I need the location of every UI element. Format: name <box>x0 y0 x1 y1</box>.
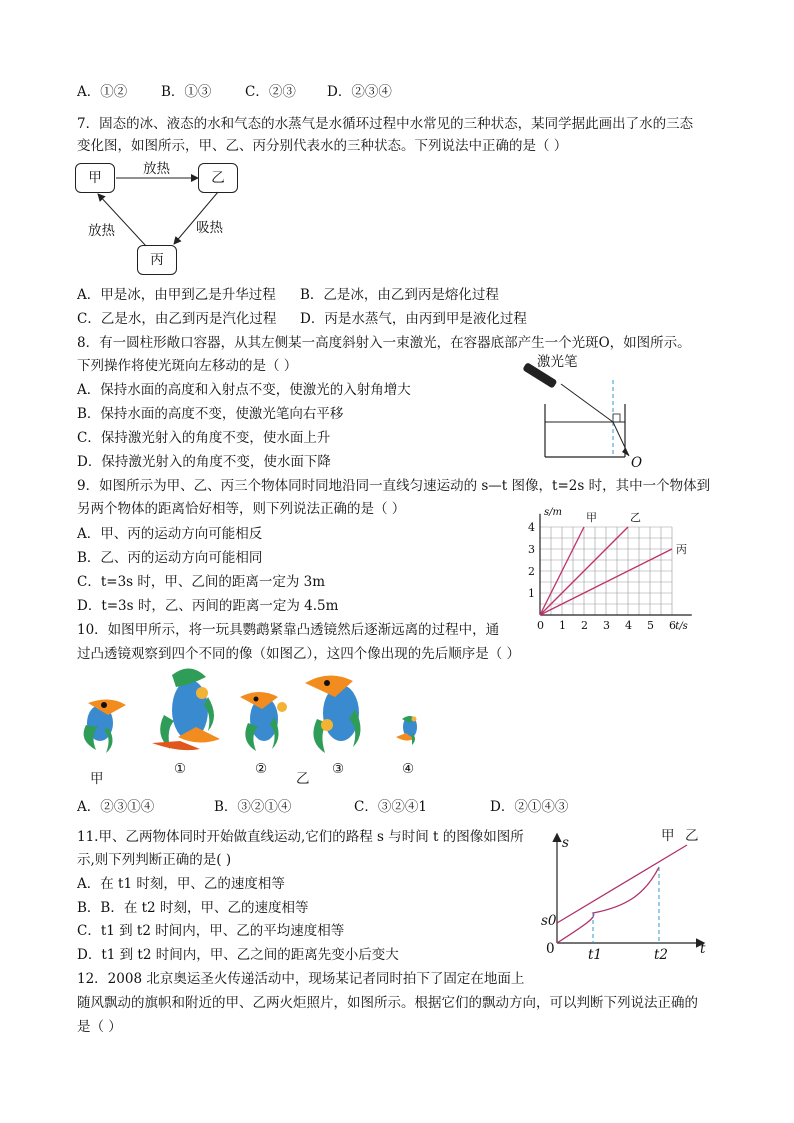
q11-option-b: B．B．在 t2 时刻，甲、乙的速度相等 <box>77 900 309 916</box>
x-tick-label: 0 <box>537 619 544 632</box>
series-label-2: 乙 <box>630 511 641 524</box>
node-yi: 乙 <box>198 163 238 193</box>
q10-stem-line2: 过凸透镜观察到四个不同的像（如图乙），这四个像出现的先后顺序是（ ） <box>77 646 521 662</box>
q7-option-b: B．乙是冰，由乙到丙是熔化过程 <box>300 287 499 303</box>
q11-t1-label: t1 <box>588 947 603 963</box>
q7-stem-line1: 7．固态的冰、液态的水和气态的水蒸气是水循环过程中水常见的三种状态，某同学据此画出了水的三态 <box>77 116 694 132</box>
q8-stem-line2: 下列操作将使光斑向左移动的是（ ） <box>77 358 298 374</box>
x-tick-label: 6 <box>669 619 676 632</box>
q10-option-b: B．③②①④ <box>214 799 292 815</box>
q12-stem-line1: 12．2008 北京奥运圣火传递活动中，现场某记者同时拍下了固定在地面上 <box>77 971 525 987</box>
parrot-images <box>70 665 440 765</box>
q7-option-a: A．甲是冰，由甲到乙是升华过程 <box>77 287 276 303</box>
x-tick-label: 4 <box>625 619 632 632</box>
spot-o-label: O <box>631 455 643 471</box>
label-jia: 甲 <box>90 771 104 787</box>
q9-option-a: A．甲、丙的运动方向可能相反 <box>77 526 263 542</box>
q9-stem-line2: 另两个物体的距离恰好相等，则下列说法正确的是（ ） <box>77 501 406 517</box>
edge-label-bc: 吸热 <box>196 220 223 236</box>
parrot-image-2 <box>240 692 287 751</box>
q9-st-chart <box>520 505 715 635</box>
q11-stem-line2: 示,则下列判断正确的是( ) <box>77 852 232 868</box>
q10-option-d: D．②①④③ <box>490 799 569 815</box>
y-tick-label: 4 <box>528 521 535 534</box>
q8-option-b: B．保持水面的高度不变，使激光笔向右平移 <box>77 406 344 422</box>
q9-stem-line1: 9．如图所示为甲、乙、丙三个物体同时同地沿同一直线匀速运动的 s—t 图像，t=2s 时，其中一个物体到 <box>77 478 711 494</box>
q8-option-c: C．保持激光射入的角度不变，使水面上升 <box>77 430 331 446</box>
label-yi: 乙 <box>296 771 310 787</box>
q11-stem-line1: 11.甲、乙两物体同时开始做直线运动,它们的路程 s 与时间 t 的图像如图所 <box>77 829 524 845</box>
q11-option-c: C．t1 到 t2 时间内，甲、乙的平均速度相等 <box>77 923 345 939</box>
q12-stem-line3: 是（ ） <box>77 1019 122 1035</box>
q11-label-jia: 甲 <box>661 828 675 844</box>
series-label-1: 甲 <box>586 511 597 524</box>
q10-option-c: C．③②④1 <box>354 799 427 815</box>
y-axis-label: s/m <box>544 506 562 518</box>
image-label-4: ④ <box>402 761 415 777</box>
q8-stem-line1: 8．有一圆柱形敞口容器，从其左侧某一高度斜射入一束激光，在容器底部产生一个光斑O，如图所示。 <box>77 335 691 351</box>
q10-option-a: A．②③①④ <box>77 799 155 815</box>
q7-stem-line2: 变化图，如图所示，甲、乙、丙分别代表水的三种状态。下列说法中正确的是（ ） <box>77 138 568 154</box>
q6-option-d: D．②③④ <box>327 84 392 100</box>
edge-label-ca: 放热 <box>88 223 115 239</box>
q11-zero-label: 0 <box>546 941 555 957</box>
q12-stem-line2: 随风飘动的旗帜和附近的甲、乙两火炬照片，如图所示。根据它们的飘动方向，可以判断下列说法正确的 <box>77 995 698 1011</box>
q11-x-label: t <box>700 941 706 957</box>
q9-option-c: C．t=3s 时，甲、乙间的距离一定为 3m <box>77 574 326 590</box>
q11-s0-label: s0 <box>541 913 557 929</box>
x-tick-label: 3 <box>603 619 610 632</box>
q6-option-a: A．①② <box>77 84 128 100</box>
x-tick-label: 1 <box>559 619 566 632</box>
q9-option-b: B．乙、丙的运动方向可能相同 <box>77 550 263 566</box>
q7-option-d: D．丙是水蒸气，由丙到甲是液化过程 <box>300 311 527 327</box>
image-label-2: ② <box>255 761 268 777</box>
q6-option-c: C．②③ <box>245 84 296 100</box>
image-label-1: ① <box>174 761 187 777</box>
edge-label-ab: 放热 <box>143 161 170 177</box>
x-tick-label: 2 <box>581 619 588 632</box>
q6-option-b: B．①③ <box>161 84 212 100</box>
q11-y-label: s <box>562 835 569 851</box>
y-tick-label: 3 <box>528 543 535 556</box>
x-axis-label: t/s <box>675 621 688 632</box>
q10-stem-line1: 10．如图甲所示，将一玩具鹦鹉紧靠凸透镜然后逐渐远离的过程中，通 <box>77 622 500 638</box>
q11-option-a: A．在 t1 时刻，甲、乙的速度相等 <box>77 876 285 892</box>
q7-option-c: C．乙是水，由乙到丙是汽化过程 <box>77 311 277 327</box>
q9-option-d: D．t=3s 时，乙、丙间的距离一定为 4.5m <box>77 598 339 614</box>
x-tick-label: 5 <box>647 619 654 632</box>
node-bing: 丙 <box>137 245 177 275</box>
parrot-image-1 <box>152 668 220 750</box>
y-tick-label: 1 <box>528 587 535 600</box>
image-label-3: ③ <box>332 761 345 777</box>
laser-pen-label: 激光笔 <box>537 354 578 370</box>
node-jia: 甲 <box>75 163 115 193</box>
q11-t2-label: t2 <box>654 947 669 963</box>
y-tick-label: 2 <box>528 565 535 578</box>
q8-option-d: D．保持激光射入的角度不变，使水面下降 <box>77 454 331 470</box>
parrot-image-4 <box>396 716 417 745</box>
series-label-3: 丙 <box>676 543 687 556</box>
series-yi-line <box>557 845 687 923</box>
q11-label-yi: 乙 <box>685 828 699 844</box>
parrot-image-3 <box>305 675 361 753</box>
q11-option-d: D．t1 到 t2 时间内，甲、乙之间的距离先变小后变大 <box>77 947 399 963</box>
parrot-jia-image <box>84 699 126 753</box>
q8-option-a: A．保持水面的高度和入射点不变，使激光的入射角增大 <box>77 382 411 398</box>
series-jia-curve <box>557 867 659 943</box>
